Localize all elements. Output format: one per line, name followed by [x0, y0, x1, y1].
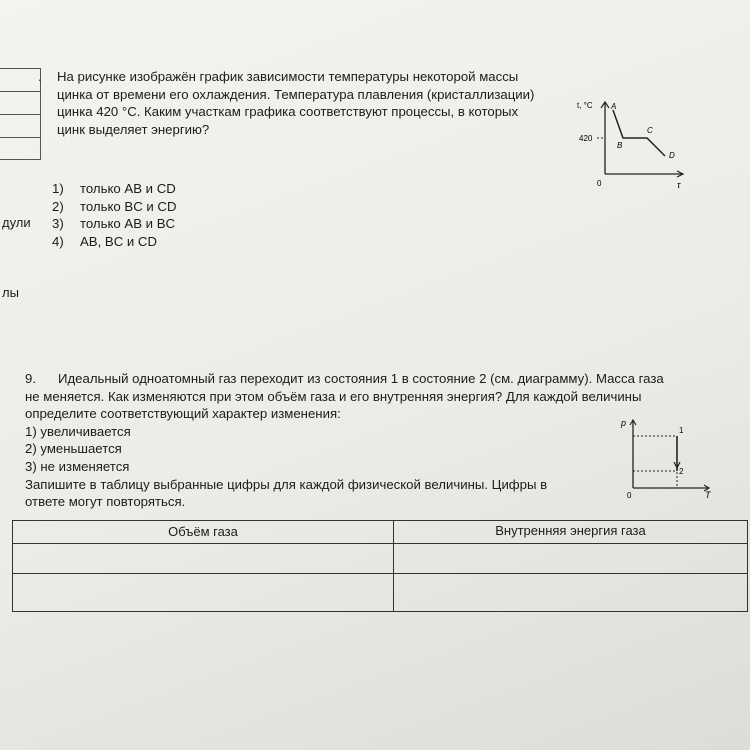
task-9-choice: 3) не изменяется	[25, 458, 130, 474]
point-label: A	[611, 102, 617, 111]
energy-answer-cell[interactable]	[394, 544, 747, 573]
diagram-x-label: T	[705, 490, 711, 500]
task-8-line: цинк выделяет энергию?	[57, 121, 210, 137]
table-header-volume: Объём газа	[168, 524, 238, 539]
answer-options	[52, 180, 176, 250]
task-8-text	[57, 68, 534, 138]
volume-answer-cell[interactable]	[13, 544, 393, 573]
state-2-label: 2	[679, 467, 684, 476]
graph-y-label: t, °C	[577, 101, 593, 110]
task-8-number: .	[38, 69, 42, 84]
point-label: C	[647, 126, 653, 135]
graph-origin: 0	[597, 179, 602, 188]
previous-page-table-edge	[0, 68, 41, 160]
task-8-line: цинка 420 °С. Каким участкам графика соответствуют процессы, в которых	[57, 104, 519, 120]
answer-option: 1) только AB и CD	[52, 181, 176, 196]
pressure-temperature-diagram	[615, 414, 715, 500]
table-header-energy: Внутренняя энергия газа	[495, 523, 646, 538]
task-8-line: На рисунке изображён график зависимости температуры некоторой массы	[57, 69, 519, 84]
graph-x-label: τ	[677, 180, 681, 188]
graph-level: 420	[579, 134, 593, 143]
cooling-graph	[575, 96, 695, 188]
task-8-line: цинка от времени его охлаждения. Температура плавления (кристаллизации)	[57, 86, 535, 102]
diagram-origin: 0	[627, 491, 632, 500]
answer-table	[12, 520, 748, 612]
task-9-instruction: ответе могут повторяться.	[25, 494, 186, 510]
point-label: B	[617, 141, 623, 150]
task-9-line: 9. Идеальный одноатомный газ переходит из состояния 1 в состояние 2 (см. диаграмму). Масса газа	[25, 371, 664, 386]
task-9-line: определите соответствующий характер изменения:	[25, 406, 341, 422]
cut-off-word: дули	[2, 215, 31, 230]
task-9-number: 9.	[25, 371, 36, 386]
task-9-choice: 2) уменьшается	[25, 441, 122, 457]
task-9-instruction: Запишите в таблицу выбранные цифры для каждой физической величины. Цифры в	[25, 476, 548, 492]
answer-option: 4) AB, BC и CD	[52, 233, 157, 249]
answer-option: 3) только AB и BC	[52, 216, 176, 231]
cut-off-word: лы	[2, 285, 19, 300]
answer-option: 2) только BC и CD	[52, 198, 177, 214]
diagram-y-label: p	[621, 418, 627, 428]
task-9-choice: 1) увеличивается	[25, 423, 131, 439]
point-label: D	[669, 151, 675, 160]
task-9-line: не меняется. Как изменяются при этом объём газа и его внутренняя энергия? Для каждой величины	[25, 388, 642, 404]
state-1-label: 1	[679, 426, 684, 435]
